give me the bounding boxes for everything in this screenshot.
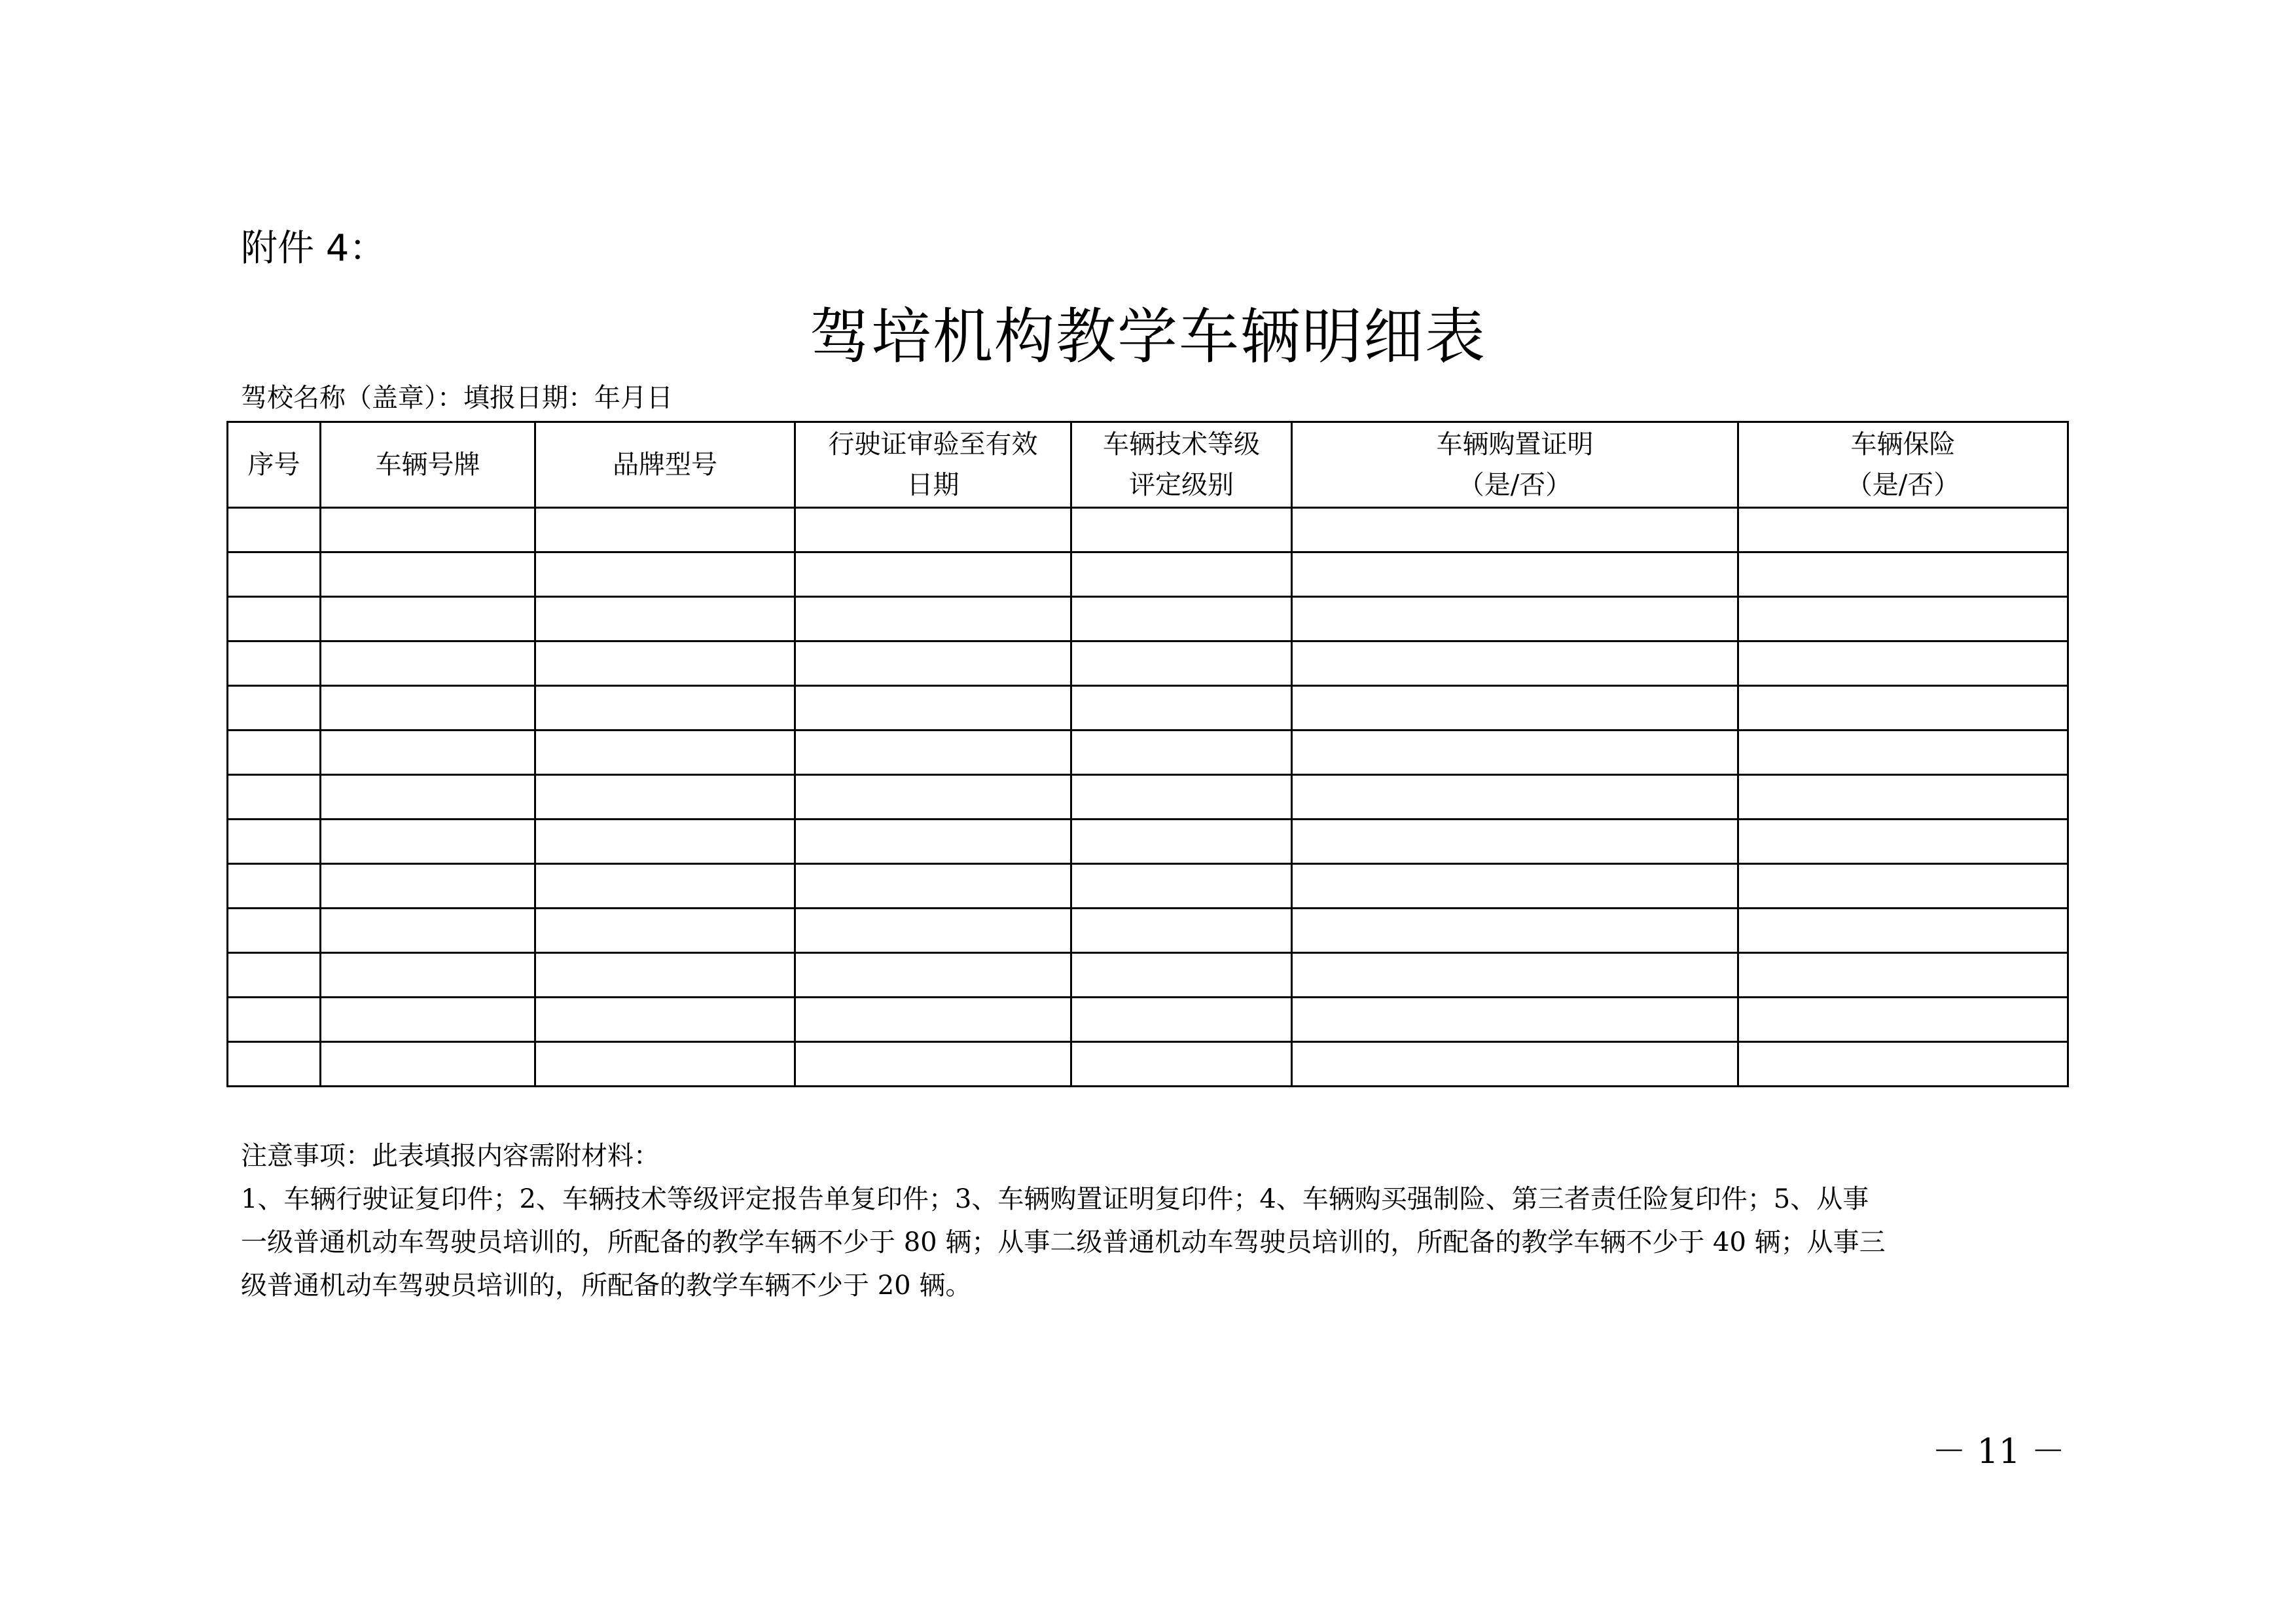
header-purchase-proof — [1292, 422, 1738, 508]
table-cell — [1292, 998, 1738, 1042]
table-cell — [1071, 1042, 1292, 1087]
table-row — [228, 508, 2068, 552]
table-cell — [535, 597, 795, 641]
table-cell — [321, 641, 535, 686]
header-license-valid-date-line1: 行驶证审验至有效 — [828, 429, 1038, 460]
table-cell — [535, 552, 795, 597]
notes-line-2: 一级普通机动车驾驶员培训的，所配备的教学车辆不少于 80 辆；从事二级普通机动车驾驶员培训的，所配备的教学车辆不少于 40 辆；从事三 — [241, 1227, 1886, 1257]
table-cell — [321, 820, 535, 864]
table-cell — [1071, 864, 1292, 909]
header-technical-grade-line1: 车辆技术等级 — [1103, 429, 1260, 460]
table-cell — [1738, 641, 2068, 686]
table-cell — [1071, 775, 1292, 820]
table-cell — [1292, 864, 1738, 909]
table-row — [228, 775, 2068, 820]
header-license-plate-text: 车辆号牌 — [375, 450, 480, 480]
table-cell — [1738, 820, 2068, 864]
table-cell — [795, 1042, 1071, 1087]
table-cell — [321, 775, 535, 820]
table-cell — [795, 909, 1071, 953]
table-cell — [1738, 508, 2068, 552]
table-cell — [228, 508, 321, 552]
table-cell — [228, 998, 321, 1042]
header-purchase-proof-line2: （是/否） — [1458, 470, 1572, 500]
table-cell — [1292, 953, 1738, 998]
table-row — [228, 641, 2068, 686]
header-license-valid-date-line2: 日期 — [906, 470, 960, 500]
table-cell — [795, 508, 1071, 552]
table-cell — [1071, 953, 1292, 998]
table-cell — [1738, 552, 2068, 597]
table-row — [228, 552, 2068, 597]
table-cell — [228, 775, 321, 820]
table-cell — [1071, 552, 1292, 597]
table-cell — [321, 552, 535, 597]
table-row — [228, 1042, 2068, 1087]
table-header-row — [228, 422, 2068, 508]
table-cell — [1738, 686, 2068, 731]
table-cell — [1292, 775, 1738, 820]
table-row — [228, 864, 2068, 909]
table-cell — [321, 953, 535, 998]
table-cell — [795, 953, 1071, 998]
table-cell — [1292, 641, 1738, 686]
table-cell — [228, 731, 321, 775]
page-number: － 11 － — [1932, 1432, 2066, 1471]
header-technical-grade-line2: 评定级别 — [1129, 470, 1234, 500]
header-vehicle-insurance-line2: （是/否） — [1846, 470, 1960, 500]
header-vehicle-insurance — [1738, 422, 2068, 508]
table-cell — [1292, 552, 1738, 597]
notes-line-3: 级普通机动车驾驶员培训的，所配备的教学车辆不少于 20 辆。 — [241, 1271, 972, 1301]
table-cell — [1738, 864, 2068, 909]
table-cell — [321, 864, 535, 909]
header-purchase-proof-line1: 车辆购置证明 — [1436, 429, 1594, 460]
school-name-date-line: 驾校名称（盖章）：填报日期：年月日 — [241, 383, 673, 413]
table-cell — [228, 597, 321, 641]
table-row — [228, 731, 2068, 775]
notes-section — [241, 1134, 2047, 1307]
table-cell — [1292, 508, 1738, 552]
table-cell — [1292, 909, 1738, 953]
header-brand-model-text: 品牌型号 — [613, 450, 717, 480]
table-cell — [228, 641, 321, 686]
header-vehicle-insurance-line1: 车辆保险 — [1850, 429, 1956, 460]
table-cell — [1738, 731, 2068, 775]
table-row — [228, 597, 2068, 641]
header-license-plate — [321, 422, 535, 508]
table-cell — [535, 998, 795, 1042]
table-cell — [1071, 731, 1292, 775]
table-cell — [228, 953, 321, 998]
table-cell — [795, 820, 1071, 864]
table-cell — [1071, 597, 1292, 641]
table-cell — [795, 998, 1071, 1042]
table-cell — [321, 1042, 535, 1087]
table-cell — [1292, 731, 1738, 775]
table-cell — [535, 909, 795, 953]
table-cell — [795, 775, 1071, 820]
table-cell — [321, 508, 535, 552]
page-title: 驾培机构教学车辆明细表 — [809, 302, 1486, 372]
table-cell — [1738, 1042, 2068, 1087]
table-row — [228, 820, 2068, 864]
header-serial-number-text: 序号 — [247, 450, 300, 480]
table-cell — [535, 641, 795, 686]
table-cell — [1738, 998, 2068, 1042]
table-cell — [535, 953, 795, 998]
table-cell — [535, 1042, 795, 1087]
table-cell — [795, 597, 1071, 641]
table-cell — [228, 1042, 321, 1087]
table-cell — [1738, 953, 2068, 998]
table-cell — [535, 508, 795, 552]
table-cell — [1071, 820, 1292, 864]
table-cell — [1738, 909, 2068, 953]
table-row — [228, 686, 2068, 731]
table-row — [228, 909, 2068, 953]
table-cell — [1738, 775, 2068, 820]
table-cell — [1071, 909, 1292, 953]
table-cell — [321, 597, 535, 641]
table-cell — [535, 686, 795, 731]
table-cell — [795, 686, 1071, 731]
table-cell — [535, 731, 795, 775]
table-row — [228, 998, 2068, 1042]
notes-heading: 注意事项：此表填报内容需附材料： — [241, 1141, 660, 1171]
table-cell — [321, 909, 535, 953]
table-cell — [1071, 998, 1292, 1042]
table-cell — [795, 552, 1071, 597]
vehicle-detail-table — [226, 421, 2069, 1087]
header-serial-number — [228, 422, 321, 508]
table-cell — [321, 686, 535, 731]
header-technical-grade — [1071, 422, 1292, 508]
table-cell — [535, 820, 795, 864]
header-brand-model — [535, 422, 795, 508]
notes-line-1: 1、车辆行驶证复印件；2、车辆技术等级评定报告单复印件；3、车辆购置证明复印件；4、车辆购买强制险、第三者责任险复印件；5、从事 — [241, 1184, 1869, 1214]
table-cell — [1738, 597, 2068, 641]
table-cell — [1292, 1042, 1738, 1087]
table-cell — [795, 731, 1071, 775]
table-body — [228, 508, 2068, 1087]
table-cell — [228, 552, 321, 597]
table-cell — [228, 909, 321, 953]
table-cell — [1292, 597, 1738, 641]
table-cell — [1071, 641, 1292, 686]
table-cell — [795, 641, 1071, 686]
table-cell — [535, 775, 795, 820]
table-cell — [321, 731, 535, 775]
attachment-label: 附件 4： — [241, 227, 386, 270]
table-cell — [1071, 508, 1292, 552]
table-cell — [1071, 686, 1292, 731]
table-row — [228, 953, 2068, 998]
table-cell — [228, 864, 321, 909]
table-cell — [1292, 820, 1738, 864]
table-cell — [228, 820, 321, 864]
table-cell — [1292, 686, 1738, 731]
table-cell — [228, 686, 321, 731]
table-cell — [535, 864, 795, 909]
table-cell — [321, 998, 535, 1042]
header-license-valid-date — [795, 422, 1071, 508]
table-cell — [795, 864, 1071, 909]
